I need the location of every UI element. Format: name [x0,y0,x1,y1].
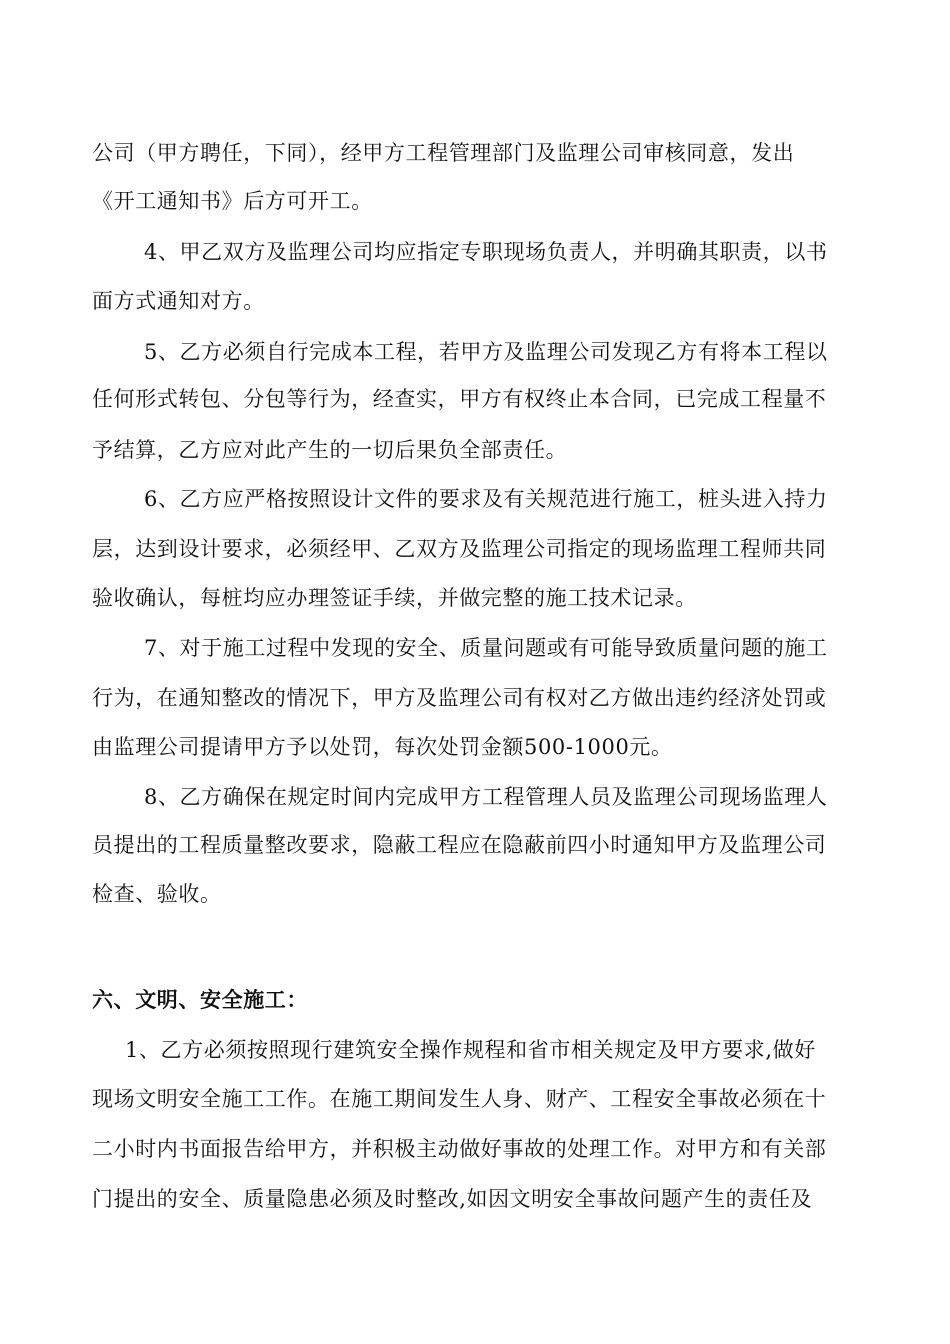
text-line: 《开工通知书》后方可开工。 [92,189,373,213]
text-line: 二小时内书面报告给甲方，并积极主动做好事故的处理工作。对甲方和有关部 [92,1137,827,1161]
text-line: 予结算，乙方应对此产生的一切后果负全部责任。 [92,438,568,462]
text-line: 任何形式转包、分包等行为，经查实，甲方有权终止本合同，已完成工程量不 [92,387,827,411]
text-line: 面方式通知对方。 [92,289,265,313]
text-line: 检查、验收。 [92,882,222,906]
text-line: 由监理公司提请甲方予以处罚，每次处罚金额500-1000元。 [92,735,673,759]
clause-8-line: 8、乙方确保在规定时间内完成甲方工程管理人员及监理公司现场监理人 [144,785,828,809]
clause-5-line: 5、乙方必须自行完成本工程，若甲方及监理公司发现乙方有将本工程以 [144,340,828,364]
section-clause-1-line: 1、乙方必须按照现行建筑安全操作规程和省市相关规定及甲方要求,做好 [125,1038,816,1062]
clause-4-line: 4、甲乙双方及监理公司均应指定专职现场负责人，并明确其职责，以书 [144,240,828,264]
text-line: 现场文明安全施工工作。在施工期间发生人身、财产、工程安全事故必须在十 [92,1087,827,1111]
text-line: 行为，在通知整改的情况下，甲方及监理公司有权对乙方做出违约经济处罚或 [92,686,827,710]
text-line: 员提出的工程质量整改要求，隐蔽工程应在隐蔽前四小时通知甲方及监理公司 [92,833,827,857]
clause-6-line: 6、乙方应严格按照设计文件的要求及有关规范进行施工，桩头进入持力 [144,487,828,511]
text-line: 门提出的安全、质量隐患必须及时整改,如因文明安全事故问题产生的责任及 [92,1187,813,1211]
text-line: 公司（甲方聘任，下同），经甲方工程管理部门及监理公司审核同意，发出 [92,141,795,165]
section-heading: 六、文明、安全施工： [92,987,308,1012]
clause-7-line: 7、对于施工过程中发现的安全、质量问题或有可能导致质量问题的施工 [144,636,828,660]
text-line: 层，达到设计要求，必须经甲、乙双方及监理公司指定的现场监理工程师共同 [92,537,827,561]
text-line: 验收确认，每桩均应办理签证手续，并做完整的施工技术记录。 [92,586,697,610]
